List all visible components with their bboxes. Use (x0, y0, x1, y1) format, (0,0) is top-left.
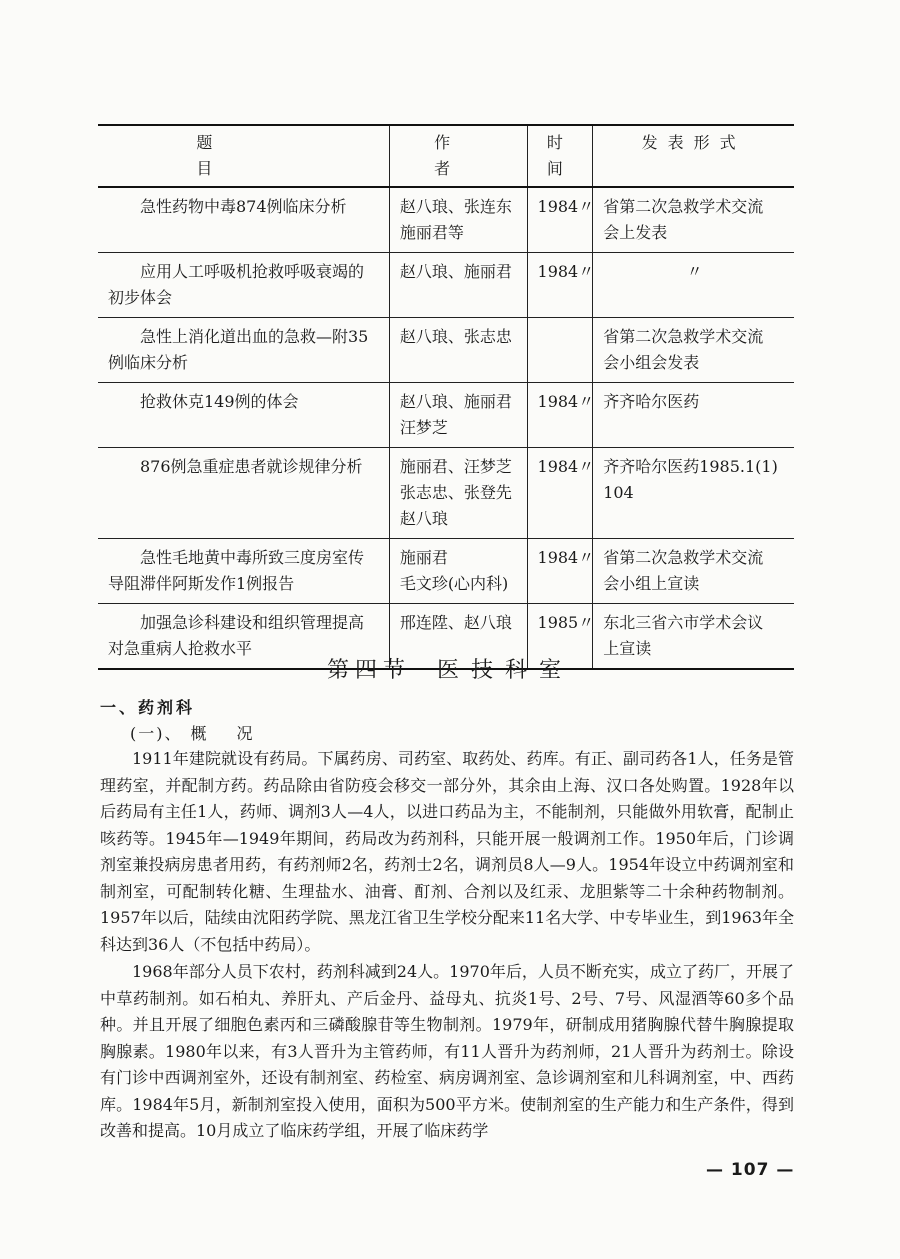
cell-publication-line: 齐齐哈尔医药1985.1(1) (603, 457, 778, 476)
cell-publication-line: 〃 (686, 262, 703, 281)
table-row (98, 448, 794, 539)
cell-time: 1984〃 (527, 253, 593, 318)
table-row (98, 253, 794, 318)
subsubsection-number: (一)、 (130, 724, 183, 743)
cell-title-line: 急性上消化道出血的急救—附35 (140, 327, 369, 346)
cell-title-line: 抢救休克149例的体会 (140, 392, 299, 411)
table-row (98, 539, 794, 604)
cell-authors (389, 383, 527, 448)
cell-title (98, 318, 389, 383)
cell-publication (593, 448, 794, 539)
cell-title-line: 876例急重症患者就诊规律分析 (140, 457, 363, 476)
cell-authors-line: 赵八琅、张志忠 (399, 327, 512, 346)
page-number: — 107 — (706, 1160, 795, 1180)
cell-authors-line: 赵八琅、施丽君 (399, 392, 512, 411)
subsubsection-heading (130, 721, 283, 744)
cell-publication (593, 539, 794, 604)
table-row (98, 318, 794, 383)
cell-publication-line: 会小组上宣读 (603, 574, 700, 593)
section-name: 医技科室 (437, 658, 574, 683)
cell-authors-line: 施丽君等 (399, 223, 464, 242)
section-number: 第四节 (326, 658, 411, 683)
cell-authors-line: 邢连陞、赵八琅 (399, 613, 512, 632)
paragraph: 1911年建院就设有药局。下属药房、司药室、取药处、药库。有正、副司药各1人，任务是管理药室，并配制方药。药品除由省防疫会移交一部分外，其余由上海、汉口各处购置。1928年以后药局有主任1人，药师、调剂3人—4人，以进口药品为主，不能制剂，只能做外用软膏，配制止咳药等。1945年—1949年期间，药局改为药剂科，只能开展一般调剂工作。1950年后，门诊调剂室兼投病房患者用药，有药剂师2名，药剂士2名，调剂员8人—9人。1954年设立中药调剂室和制剂室，可配制转化糖、生理盐水、油膏、酊剂、合剂以及红汞、龙胆紫等二十余种药物制剂。1957年以后，陆续由沈阳药学院、黑龙江省卫生学校分配来11名大学、中专毕业生，到1963年全科达到36人（不包括中药局）。 (100, 749, 794, 954)
cell-title (98, 539, 389, 604)
section-title (0, 653, 900, 684)
cell-publication (593, 318, 794, 383)
cell-authors-line: 施丽君 (399, 548, 448, 567)
cell-authors-line: 毛文珍(心内科) (399, 574, 509, 593)
subsection-heading: 一、药剂科 (100, 698, 196, 717)
cell-publication (593, 253, 794, 318)
cell-authors (389, 253, 527, 318)
paragraph: 1968年部分人员下农村，药剂科减到24人。1970年后，人员不断充实，成立了药厂，开展了中草药制剂。如石柏丸、养肝丸、产后金丹、益母丸、抗炎1号、2号、7号、风湿酒等60多个品种。并且开展了细胞色素丙和三磷酸腺苷等生物制剂。1979年，研制成用猪胸腺代替牛胸腺提取胸腺素。1980年以来，有3人晋升为主管药师，有11人晋升为药剂师，21人晋升为药剂士。除设有门诊中西调剂室外，还设有制剂室、药检室、病房调剂室、急诊调剂室和儿科调剂室，中、西药库。1984年5月，新制剂室投入使用，面积为500平方米。使制剂室的生产能力和生产条件，得到改善和提高。10月成立了临床药学组，开展了临床药学 (100, 962, 794, 1140)
cell-title-line: 应用人工呼吸机抢救呼吸衰竭的 (140, 262, 365, 281)
table-row (98, 383, 794, 448)
cell-title-line: 例临床分析 (108, 353, 189, 372)
header-title: 题目 (196, 133, 323, 178)
cell-title-line: 导阻滞伴阿斯发作1例报告 (108, 574, 295, 593)
cell-publication-line: 104 (603, 483, 634, 502)
cell-authors-line: 张志忠、张登先 (399, 483, 512, 502)
cell-title-line: 加强急诊科建设和组织管理提高 (140, 613, 365, 632)
cell-publication (593, 187, 794, 253)
cell-time: 1984〃 (527, 539, 593, 604)
cell-publication-line: 会小组会发表 (603, 353, 700, 372)
cell-authors (389, 187, 527, 253)
subsubsection-title: 概况 (190, 724, 283, 743)
cell-publication (593, 383, 794, 448)
cell-authors (389, 539, 527, 604)
cell-authors-line: 赵八琅、张连东 (399, 197, 512, 216)
cell-title-line: 初步体会 (108, 288, 173, 307)
table-row (98, 187, 794, 253)
header-author: 作者 (389, 125, 527, 187)
cell-time: 1984〃 (527, 448, 593, 539)
cell-publication-line: 省第二次急救学术交流 (603, 548, 764, 567)
cell-authors-line: 施丽君、汪梦芝 (399, 457, 512, 476)
cell-title (98, 383, 389, 448)
cell-authors-line: 汪梦芝 (399, 418, 448, 437)
cell-publication-line: 会上发表 (603, 223, 668, 242)
cell-time: 1984〃 (527, 383, 593, 448)
cell-title (98, 187, 389, 253)
cell-title-line: 急性毛地黄中毒所致三度房室传 (140, 548, 365, 567)
cell-publication-line: 省第二次急救学术交流 (603, 327, 764, 346)
cell-time (527, 318, 593, 383)
cell-title (98, 448, 389, 539)
cell-publication-line: 东北三省六市学术会议 (603, 613, 764, 632)
cell-time: 1985〃 (527, 604, 593, 670)
header-publication: 发表形式 (593, 125, 794, 187)
cell-publication-line: 上宣读 (603, 639, 652, 658)
cell-time: 1984〃 (527, 187, 593, 253)
cell-authors-line: 赵八琅、施丽君 (399, 262, 512, 281)
header-time: 时间 (527, 125, 593, 187)
cell-publication-line: 齐齐哈尔医药 (603, 392, 700, 411)
table-header-row (98, 125, 794, 187)
cell-authors-line: 赵八琅 (399, 509, 448, 528)
publications-table (98, 124, 794, 670)
cell-title (98, 253, 389, 318)
cell-authors (389, 318, 527, 383)
cell-title-line: 急性药物中毒874例临床分析 (140, 197, 347, 216)
cell-authors (389, 448, 527, 539)
cell-title-line: 对急重病人抢救水平 (108, 639, 253, 658)
cell-publication-line: 省第二次急救学术交流 (603, 197, 764, 216)
